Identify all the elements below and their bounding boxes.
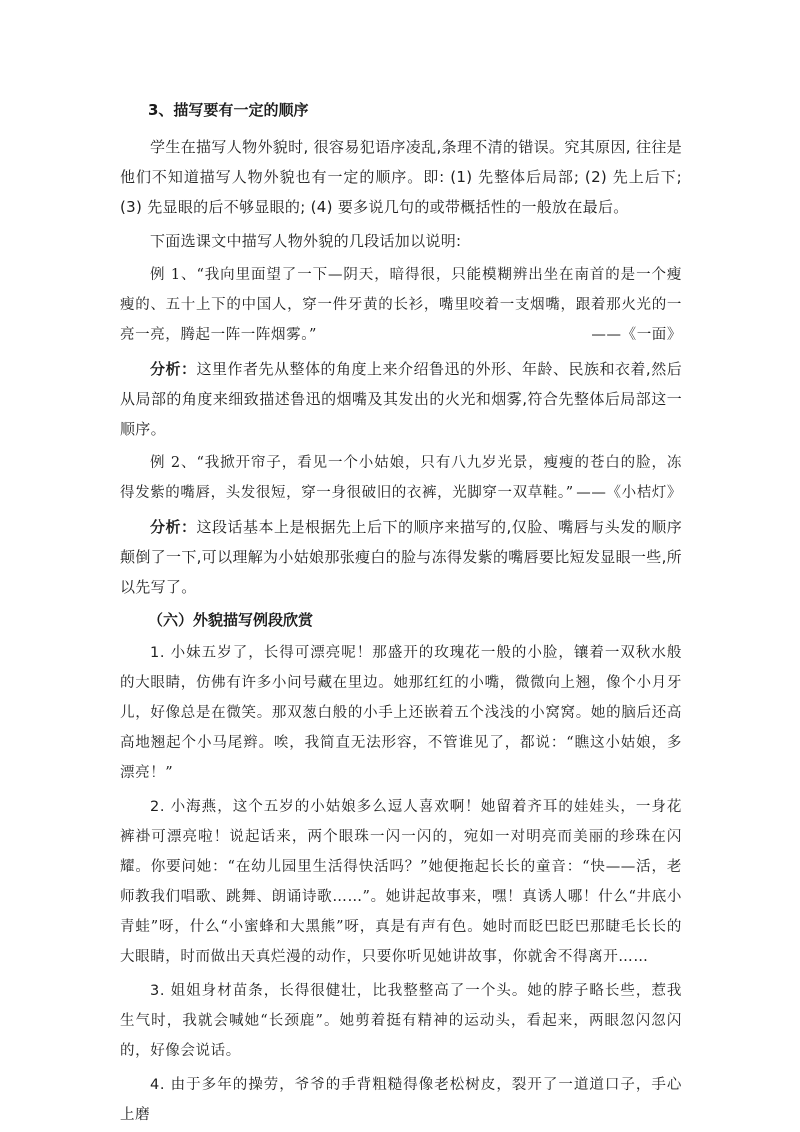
example-item [120, 976, 682, 1066]
example-item-number: 2. [150, 799, 166, 815]
paragraph-lead-in: 下面选课文中描写人物外貌的几段话加以说明: [150, 232, 462, 250]
analysis-1 [120, 354, 682, 444]
example-item-text: 小妹五岁了，长得可漂亮呢！那盛开的玫瑰花一般的小脸，镶着一双秋水般的大眼睛，仿佛有许多小问号藏在里边。她那红红的小嘴，微微向上翘，像个小月牙儿，好像总是在微笑。那双葱白般的小手上还嵌着五个浅浅的小窝窝。她的脑后还高高地翘起个小马尾辫。唉，我简直无法形容，不管谁见了，都说：“瞧这小姑娘，多漂亮！” [120, 645, 682, 781]
example-item-text: 小海燕，这个五岁的小姑娘多么逗人喜欢啊！她留着齐耳的娃娃头，一身花裤褂可漂亮啦！说起话来，两个眼珠一闪一闪的，宛如一对明亮而美丽的珍珠在闪耀。你要问她：“在幼儿园里生活得快活吗？”她便拖起长长的童音：“快——活，老师教我们唱歌、跳舞、朗诵诗歌……”。她讲起故事来，嘿！真诱人哪！什么“井底小青蛙”呀，什么“小蜜蜂和大黑熊”呀，真是有声有色。她时而眨巴眨巴那睫毛长长的大眼睛，时而做出天真烂漫的动作，只要你听见她讲故事，你就舍不得离开…… [120, 799, 682, 965]
analysis-2-text: 这段话基本上是根据先上后下的顺序来描写的,仅脸、嘴唇与头发的顺序颠倒了一下,可以理解为小姑娘那张瘦白的脸与冻得发紫的嘴唇要比短发显眼一些,所以先写了。 [120, 518, 682, 596]
example-2-source: ——《小桔灯》 [576, 485, 682, 501]
analysis-1-label: 分析： [150, 360, 197, 378]
analysis-2-label: 分析： [150, 518, 197, 536]
example-item [120, 792, 682, 972]
example-item [120, 638, 682, 788]
section-heading-order: 3、描写要有一定的顺序 [148, 101, 309, 119]
example-item-number: 4. [150, 1077, 166, 1093]
analysis-2 [120, 512, 682, 602]
section-heading-examples: （六）外貌描写例段欣赏 [148, 611, 314, 629]
example-item-text: 由于多年的操劳，爷爷的手背粗糙得像老松树皮，裂开了一道道口子，手心上磨 [120, 1077, 682, 1123]
paragraph-intro: 学生在描写人物外貌时, 很容易犯语序凌乱,条理不清的错误。究其原因, 往往是他们不知道描写人物外貌也有一定的顺序。即: (1) 先整体后局部; (2) 先上后下; (3) 先显眼的后不够显眼的; (4) 要多说几句的或带概括性的一般放在最后。 [120, 138, 682, 216]
example-item-number: 1. [150, 645, 166, 661]
example-1-source: ——《一面》 [591, 327, 682, 343]
example-1-text: 例 1、“我向里面望了一下—阴天，暗得很，只能模糊辨出坐在南首的是一个瘦瘦的、五十上下的中国人，穿一件牙黄的长衫，嘴里咬着一支烟嘴，跟着那火光的一亮一亮，腾起一阵一阵烟雾。” [120, 267, 682, 343]
example-item-number: 3. [150, 983, 166, 999]
example-item-text: 姐姐身材苗条，长得很健壮，比我整整高了一个头。她的脖子略长些，惹我生气时，我就会喊她“长颈鹿”。她剪着挺有精神的运动头，看起来，两眼忽闪忽闪的，好像会说话。 [120, 983, 682, 1059]
example-2 [120, 448, 682, 508]
example-item [120, 1070, 682, 1130]
example-2-text: 例 2、“我掀开帘子，看见一个小姑娘，只有八九岁光景，瘦瘦的苍白的脸，冻得发紫的嘴唇，头发很短，穿一身很破旧的衣裤，光脚穿一双草鞋。” [120, 455, 682, 501]
example-1 [120, 260, 682, 350]
analysis-1-text: 这里作者先从整体的角度上来介绍鲁迅的外形、年龄、民族和衣着,然后从局部的角度来细致描述鲁迅的烟嘴及其发出的火光和烟雾,符合先整体后局部这一顺序。 [120, 360, 682, 438]
document-content [120, 100, 682, 1130]
